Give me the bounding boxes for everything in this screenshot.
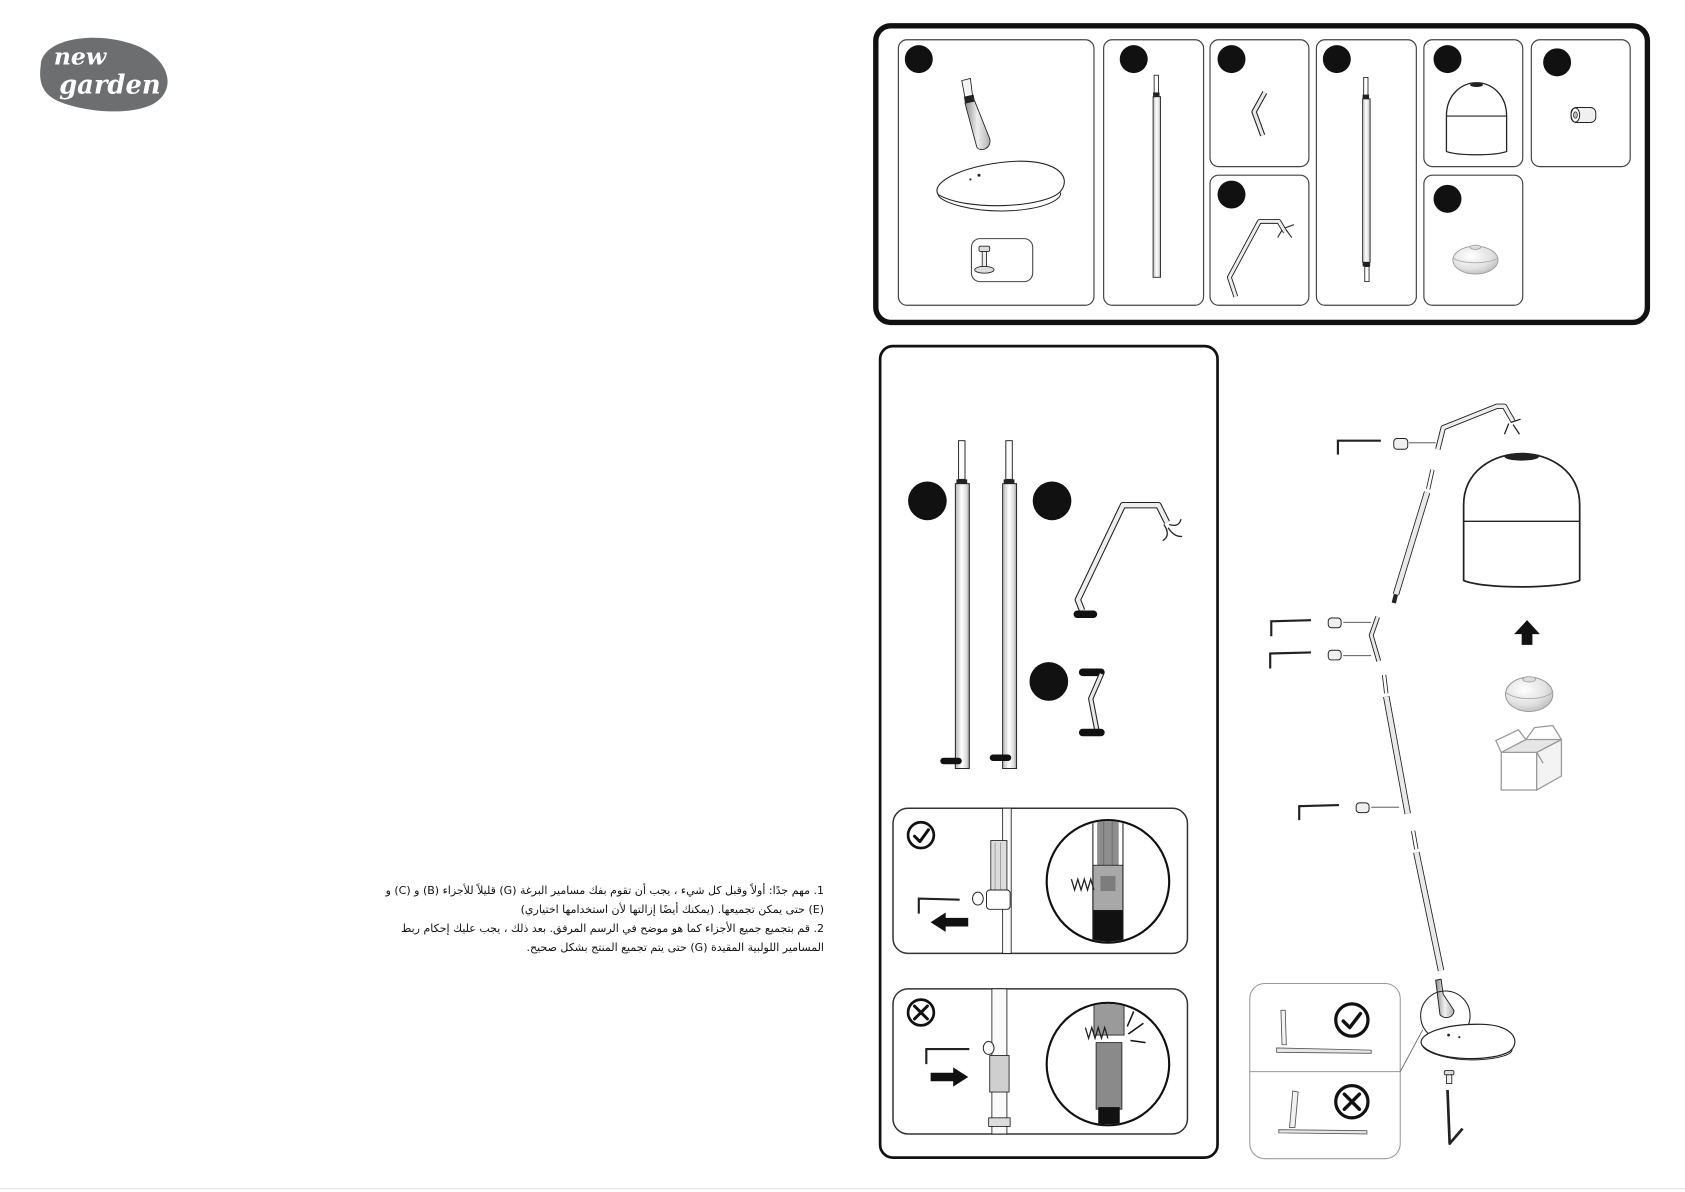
arrow-right-icon (931, 1067, 969, 1086)
screw-marker (990, 755, 1011, 761)
pole-band (956, 479, 967, 483)
correct-example-box (893, 808, 1187, 953)
pole-b-illustration (940, 441, 969, 769)
screw-loosening-step-panel (880, 346, 1217, 1158)
arm-outline (1078, 505, 1167, 610)
diffuser-body (1453, 246, 1498, 274)
pole-body (1003, 484, 1017, 769)
x-mark (914, 1006, 927, 1019)
pole-body (1153, 97, 1161, 278)
exploded-assembly-view (1250, 406, 1580, 1158)
hex-key-icon (1270, 652, 1311, 668)
arm-attachment-group (1338, 406, 1521, 454)
assembly-instructions-text (44, 881, 824, 957)
knob-cap (979, 246, 990, 251)
base-plate-hole (1447, 1034, 1450, 1037)
x-circle-icon (908, 1000, 934, 1026)
shade-top-opening (1470, 83, 1483, 87)
parts-list-panel (876, 26, 1648, 323)
diffuser-knob (1523, 677, 1536, 682)
pole-band (1363, 262, 1371, 266)
instruction-step-1-line-2: (E) حتى يمكن تجميعها. (يمكنك أيضًا إزالتها لأن استخدامها اختياري) (520, 903, 824, 916)
pole-band (989, 1118, 1010, 1127)
diffuser-illustration (1506, 677, 1553, 712)
knob-cap (1444, 1071, 1454, 1075)
pole-body (955, 484, 969, 769)
lamp-shade-icon (1446, 83, 1506, 155)
box-front (1501, 752, 1536, 790)
pole-e-illustration (990, 441, 1017, 769)
hex-key-icon (919, 899, 960, 914)
middle-pole-illustration (1299, 675, 1408, 820)
shade-body (1446, 83, 1506, 155)
pole-band (1153, 92, 1159, 96)
hex-key-icon (1271, 620, 1311, 636)
logo-word-garden: garden (59, 70, 161, 101)
pole-joint (986, 890, 1010, 909)
box-icon (1496, 726, 1562, 790)
shade-body (1464, 454, 1580, 587)
knob-foot (975, 266, 994, 273)
logo-word-new: new (53, 42, 107, 71)
incorrect-example-box (893, 989, 1187, 1134)
arm-outline (1438, 406, 1513, 449)
pole-end (1394, 594, 1396, 603)
diffuser-knob (1470, 245, 1481, 249)
check-circle-icon (908, 822, 934, 848)
part-e-badge (1323, 45, 1351, 73)
pole-body-fill (1416, 852, 1441, 970)
connector-nut (1356, 803, 1369, 813)
knob-shaft (982, 252, 986, 268)
pole-tip (1154, 75, 1158, 93)
sleeve-window (1100, 876, 1115, 891)
check-ring (908, 822, 934, 848)
hex-key-icon (926, 1049, 969, 1064)
pole-band (1363, 95, 1369, 99)
pole-sleeve (991, 841, 1007, 895)
new-garden-logo (40, 38, 167, 112)
connector-nut-icon (1571, 107, 1596, 122)
connector-nut (1328, 618, 1341, 628)
connector-nut (1394, 439, 1408, 450)
upper-pole-illustration (1394, 470, 1433, 603)
instruction-step-2-line-1: 2. قم بتجميع جميع الأجزاء كما هو موضح في الرسم المرفق. بعد ذلك ، يجب عليك إحكام ربط (401, 922, 824, 935)
part-h-badge (1543, 48, 1571, 76)
pole-body-fill (1386, 696, 1407, 813)
arm-fill (1078, 505, 1167, 610)
part-d-badge (1218, 181, 1246, 209)
nut-hole (1573, 112, 1577, 118)
upper-pole-icon (1153, 75, 1161, 277)
upright-stem (1281, 1010, 1286, 1044)
knob-shaft (1446, 1075, 1451, 1084)
screw-marker (940, 758, 961, 764)
large-lamp-shade-illustration (1464, 453, 1580, 587)
instruction-step-1-line-1: 1. مهم جدًا: أولاً وقبل كل شيء ، يجب أن تقوم بفك مسامير البرغة (G) قليلاً للأجزاء (B) و (C) و (385, 884, 824, 897)
pole-b-badge (908, 482, 947, 521)
lower-pole-icon (1363, 77, 1371, 281)
base-plate-hole (977, 174, 980, 177)
lower-pole-illustration (1413, 831, 1441, 971)
bent-arm-illustration (1074, 505, 1183, 618)
outer-sleeve (1096, 1043, 1122, 1110)
hex-key-icon (1338, 441, 1381, 455)
base-assembly-illustration (1421, 979, 1515, 1143)
short-connector-illustration (1079, 669, 1105, 737)
inset-leader-line (1400, 1030, 1423, 1072)
pole-tip-fill (1413, 831, 1416, 849)
part-g-badge (1434, 185, 1462, 213)
screw-marker (1074, 611, 1098, 619)
stem-cone (1436, 979, 1454, 1017)
part-b-badge (1120, 45, 1148, 73)
arrow-left-icon (931, 913, 969, 932)
part-f-badge (1434, 45, 1462, 73)
connector-c-badge (1029, 662, 1068, 701)
hex-key-icon (1448, 1090, 1463, 1144)
pole-tip (959, 441, 965, 480)
lower-tube (1093, 910, 1123, 953)
screw-marker (1079, 729, 1105, 737)
check-mark (914, 830, 928, 842)
loosened-screw (973, 892, 984, 905)
base-orientation-inset (1250, 983, 1423, 1158)
pole-tip (1364, 77, 1368, 95)
arm-claws (1504, 419, 1520, 434)
tight-screw (983, 1042, 994, 1055)
hex-key-icon (1299, 805, 1339, 820)
part-c-badge (1218, 45, 1246, 73)
inner-tube (1097, 817, 1118, 865)
connector-nut (1328, 650, 1341, 660)
part-a-badge (905, 45, 933, 73)
arrow-up-icon (1514, 620, 1540, 645)
base-plate-side (1279, 1130, 1367, 1134)
base-plate-hole (969, 178, 971, 180)
pole-end (1365, 267, 1369, 282)
arm-badge (1033, 482, 1072, 521)
pole-body-fill (1396, 492, 1427, 594)
connector-attachment-group (1270, 617, 1379, 669)
pole-sleeve (990, 1055, 1009, 1092)
pole-body (1363, 99, 1371, 262)
pole-band (1004, 479, 1015, 483)
shade-top-opening (1504, 453, 1538, 461)
pole-tip (1006, 441, 1012, 480)
base-plate-hole (1458, 1036, 1460, 1038)
instruction-step-2-line-2: المسامير اللولبية المقيدة (G) حتى يتم تجميع المنتج بشكل صحيح. (526, 941, 824, 954)
step-panel-frame (880, 346, 1217, 1158)
base-plate-top (1421, 1024, 1515, 1058)
